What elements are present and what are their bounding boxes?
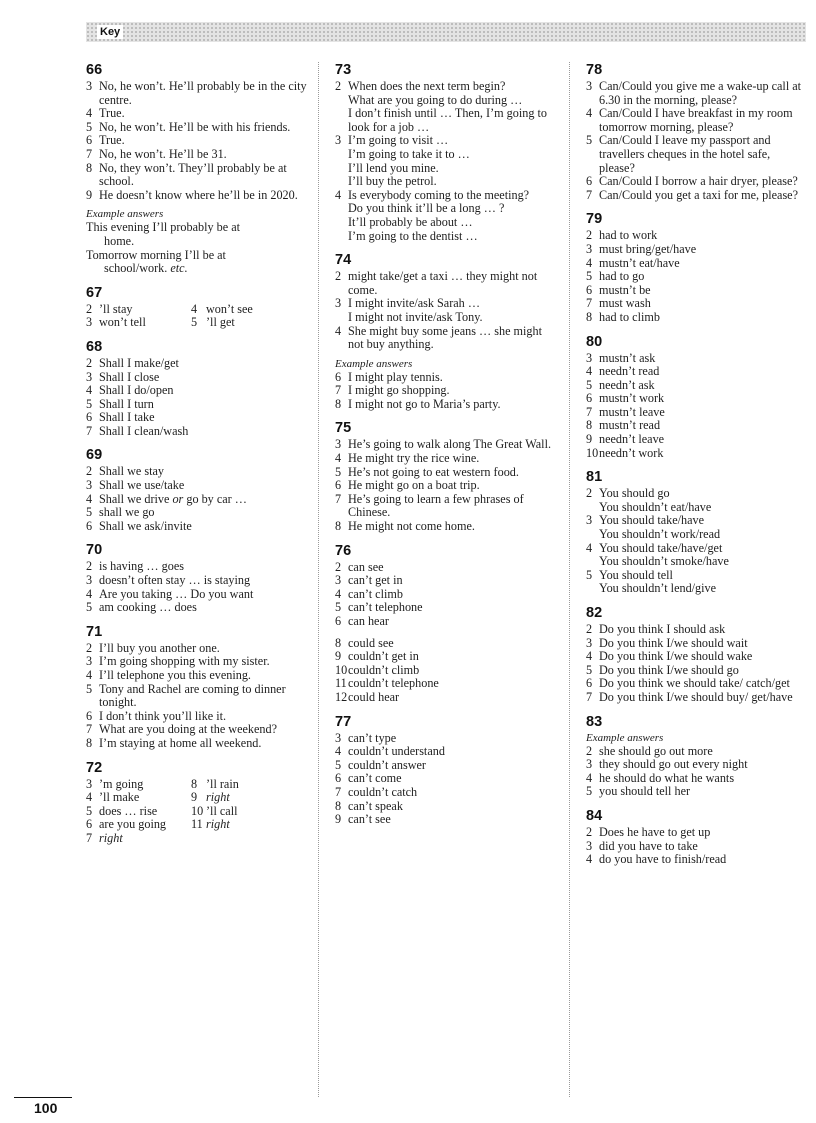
answer-item: 3 must bring/get/have <box>586 241 697 256</box>
answer-item: 7 Can/Could you get a taxi for me, please? <box>586 187 799 202</box>
answer-item: 7 Do you think I/we should buy/ get/have <box>586 689 793 704</box>
answer-item: 3 I might invite/ask Sarah … <box>335 296 481 311</box>
answer-item: 3 can’t type <box>335 730 397 745</box>
example-line: This evening I’ll probably be at <box>86 220 240 235</box>
answer-item: 9 can’t see <box>335 812 391 827</box>
answer-item: 10 couldn’t climb <box>335 662 420 677</box>
footer-rule <box>14 1097 72 1098</box>
exercise-number: 78 <box>586 62 603 78</box>
answer-item: 6 Do you think we should take/ catch/get <box>586 676 790 691</box>
answer-item: 4 couldn’t understand <box>335 744 445 759</box>
answer-item: 4 She might buy some jeans … she might not buy anything. <box>335 323 542 352</box>
answer-item: 4 I’ll telephone you this evening. <box>86 668 251 682</box>
answer-item: 5 No, he won’t. He’ll be with his friends. <box>86 119 291 134</box>
answer-item: 2 Do you think I should ask <box>586 622 726 636</box>
exercise-number: 70 <box>86 542 103 559</box>
exercise-66 <box>86 62 308 276</box>
exercise-number: 75 <box>335 420 352 437</box>
example-answers-label: Example answers <box>586 731 664 744</box>
answer-item: 8 No, they won’t. They’ll probably be at school. <box>86 160 287 189</box>
exercise-76 <box>335 543 560 705</box>
exercise-75 <box>335 420 560 533</box>
answer-item: 5 He’s not going to eat western food. <box>335 464 519 479</box>
answer-item: 2 Shall we stay <box>86 464 164 479</box>
exercise-number: 73 <box>335 62 352 78</box>
answer-item: You shouldn’t eat/have <box>599 499 712 514</box>
answer-item: 3 mustn’t ask <box>586 350 656 365</box>
exercise-number: 67 <box>86 284 103 301</box>
answer-item: 7 Shall I clean/wash <box>86 423 189 438</box>
answer-item: 5 Shall I turn <box>86 396 154 411</box>
answer-item: 3 Can/Could you give me a wake-up call at 6.30 in the morning, please? <box>586 79 802 107</box>
answer-item: What are you going to do during … <box>348 92 523 107</box>
answer-item: 8 had to climb <box>586 309 660 324</box>
answer-item: 5 shall we go <box>86 505 155 520</box>
answer-item: 2 might take/get a taxi … they might not come. <box>335 269 538 297</box>
exercise-number: 81 <box>586 469 603 486</box>
answer-item: 7 must wash <box>586 296 651 311</box>
exercise-73 <box>335 62 560 243</box>
exercise-number: 71 <box>86 623 103 640</box>
answer-item: 7 He’s going to learn a few phrases of Chinese. <box>335 491 524 520</box>
answer-item: 9 couldn’t get in <box>335 649 419 664</box>
exercise-71 <box>86 624 308 751</box>
column-3 <box>586 62 808 876</box>
exercise-70 <box>86 542 308 614</box>
answer-item: 2 Shall I make/get <box>86 355 179 370</box>
answer-item: 2 Does he have to get up <box>586 824 711 839</box>
answer-item: 3 did you have to take <box>586 838 698 853</box>
exercise-number: 72 <box>86 759 103 776</box>
answer-item: 5 Can/Could I leave my passport and travellers cheques in the hotel safe, please? <box>586 133 771 175</box>
exercise-81 <box>586 469 808 596</box>
answer-item: I’m going to take it to … <box>348 146 470 161</box>
exercise-number: 76 <box>335 542 352 559</box>
answer-item: 5 had to go <box>586 269 645 284</box>
answer-item: I’ll lend you mine. <box>348 160 439 175</box>
exercise-number: 69 <box>86 447 103 464</box>
answer-item: 4 You should take/have/get <box>586 540 723 555</box>
answer-item: 7 No, he won’t. He’ll be 31. <box>86 146 227 161</box>
answer-item: 4 True. <box>86 106 125 121</box>
answer-item: 4 needn’t read <box>586 364 660 379</box>
answer-item: 8 could see <box>335 635 394 650</box>
answer-item: 12 could hear <box>335 689 400 704</box>
column-2 <box>335 62 560 836</box>
exercise-number: 74 <box>335 252 352 269</box>
answer-grid: 3 ’m going 8 ’ll rain 4 ’ll make 9 right 5 does … rise 10 ’ll call 6 are you going 11 right 7 right <box>86 776 239 845</box>
exercise-78 <box>586 62 808 202</box>
answer-grid: 2 ’ll stay 4 won’t see 3 won’t tell 5 ’ll get <box>86 301 253 330</box>
answer-item: 5 needn’t ask <box>586 377 655 392</box>
answer-item: You shouldn’t smoke/have <box>599 554 729 569</box>
header-key-label: Key <box>97 25 123 39</box>
exercise-79 <box>586 211 808 324</box>
answer-item: 2 she should go out more <box>586 743 713 758</box>
exercise-number: 80 <box>586 333 603 350</box>
answer-item: I don’t finish until … Then, I’m going to look for a job … <box>348 106 547 134</box>
answer-item: 4 can’t climb <box>335 586 403 601</box>
answer-item: 3 Do you think I/we should wait <box>586 635 748 650</box>
answer-item: 11 couldn’t telephone <box>335 676 439 691</box>
answer-item: 6 He might go on a boat trip. <box>335 478 480 493</box>
answer-item: 3 You should take/have <box>586 513 705 528</box>
answer-item: 6 can hear <box>335 614 389 628</box>
answer-item: 2 can see <box>335 559 384 574</box>
answer-item: 5 You should tell <box>586 567 673 582</box>
answer-item: 9 needn’t leave <box>586 432 665 447</box>
answer-item: 3 He’s going to walk along The Great Wall. <box>335 437 552 452</box>
answer-item: 6 Shall we ask/invite <box>86 518 192 533</box>
answer-item: 8 mustn’t read <box>586 418 661 433</box>
answer-item: 3 I’m going shopping with my sister. <box>86 654 270 669</box>
answer-item: 4 do you have to finish/read <box>586 852 727 867</box>
answer-item: 3 can’t get in <box>335 573 403 588</box>
answer-item: 4 mustn’t eat/have <box>586 255 680 270</box>
exercise-74 <box>335 252 560 411</box>
exercise-72 <box>86 760 308 846</box>
answer-item: 6 I don’t think you’ll like it. <box>86 708 227 723</box>
answer-item: I might not invite/ask Tony. <box>348 309 483 324</box>
answer-item: 3 I’m going to visit … <box>335 133 449 148</box>
column-1 <box>86 62 308 855</box>
answer-item: 4 he should do what he wants <box>586 770 735 785</box>
answer-item: 3 Shall we use/take <box>86 478 185 493</box>
answer-item: 4 Shall I do/open <box>86 383 174 398</box>
answer-item: 2 is having … goes <box>86 559 184 574</box>
example-line: Tomorrow morning I’ll be at <box>86 247 226 262</box>
answer-item: 3 doesn’t often stay … is staying <box>86 573 251 588</box>
exercise-number: 84 <box>586 807 603 824</box>
exercise-77 <box>335 714 560 827</box>
answer-item: 4 Is everybody coming to the meeting? <box>335 187 530 202</box>
answer-item: 4 Are you taking … Do you want <box>86 586 254 601</box>
answer-item: 7 couldn’t catch <box>335 784 418 799</box>
example-line: school/work. etc. <box>104 261 188 276</box>
answer-item: 4 Can/Could I have breakfast in my room tomorrow morning, please? <box>586 106 793 134</box>
page-number: 100 <box>34 1100 58 1116</box>
column-divider <box>318 62 319 1097</box>
answer-item: 4 He might try the rice wine. <box>335 451 480 466</box>
example-line: home. <box>104 233 135 248</box>
exercise-82 <box>586 605 808 705</box>
answer-item: 7 What are you doing at the weekend? <box>86 722 277 737</box>
answer-item: You shouldn’t lend/give <box>599 581 717 596</box>
answer-item: 9 He doesn’t know where he’ll be in 2020. <box>86 187 298 202</box>
answer-item: 2 You should go <box>586 486 670 501</box>
answer-item: Do you think it’ll be a long … ? <box>348 201 505 216</box>
answer-item: I’m going to the dentist … <box>348 228 478 243</box>
answer-item: 5 Do you think I/we should go <box>586 662 739 677</box>
header-bar <box>86 22 806 42</box>
answer-item: 2 When does the next term begin? <box>335 79 506 93</box>
exercise-68 <box>86 339 308 439</box>
answer-item: 8 He might not come home. <box>335 519 475 534</box>
answer-item: 4 Shall we drive or go by car … <box>86 491 247 506</box>
answer-item: 6 Can/Could I borrow a hair dryer, please? <box>586 174 798 189</box>
answer-item: 3 Shall I close <box>86 369 160 384</box>
answer-item: 5 you should tell her <box>586 784 691 799</box>
answer-item: I’ll buy the petrol. <box>348 174 437 189</box>
answer-item: 8 can’t speak <box>335 798 403 813</box>
answer-item: 2 I’ll buy you another one. <box>86 640 220 655</box>
answer-item: 3 No, he won’t. He’ll probably be in the city centre. <box>86 79 307 107</box>
exercise-number: 82 <box>586 605 603 621</box>
answer-item: 8 I might not go to Maria’s party. <box>335 396 501 411</box>
answer-item: 6 can’t come <box>335 771 402 786</box>
answer-item: 7 I might go shopping. <box>335 383 450 398</box>
example-answers-label: Example answers <box>86 208 164 221</box>
answer-item: 8 I’m staying at home all weekend. <box>86 735 262 750</box>
answer-item: 2 had to work <box>586 228 658 243</box>
answer-item: 10 needn’t work <box>586 445 664 460</box>
exercise-number: 79 <box>586 211 603 228</box>
answer-item: 6 True. <box>86 133 125 148</box>
exercise-80 <box>586 334 808 461</box>
exercise-number: 77 <box>335 713 352 730</box>
exercise-67 <box>86 285 308 330</box>
answer-item: You shouldn’t work/read <box>599 527 721 542</box>
exercise-69 <box>86 447 308 533</box>
answer-item: 5 Tony and Rachel are coming to dinner tonight. <box>86 681 286 710</box>
exercise-number: 68 <box>86 338 103 355</box>
answer-item: It’ll probably be about … <box>348 214 473 229</box>
exercise-number: 83 <box>586 713 603 730</box>
answer-item: 6 mustn’t be <box>586 282 651 297</box>
answer-item: 5 couldn’t answer <box>335 757 426 772</box>
answer-item: 6 mustn’t work <box>586 391 665 406</box>
answer-item: 3 they should go out every night <box>586 757 748 772</box>
exercise-number: 66 <box>86 62 103 78</box>
column-divider <box>569 62 570 1097</box>
answer-item: 6 I might play tennis. <box>335 369 443 384</box>
answer-item: 5 can’t telephone <box>335 600 423 615</box>
example-answers-label: Example answers <box>335 357 413 370</box>
answer-item: 7 mustn’t leave <box>586 404 665 419</box>
exercise-84 <box>586 808 808 867</box>
answer-item: 6 Shall I take <box>86 410 155 425</box>
answer-item: 4 Do you think I/we should wake <box>586 649 753 664</box>
exercise-83 <box>586 714 808 799</box>
answer-item: 5 am cooking … does <box>86 600 197 615</box>
